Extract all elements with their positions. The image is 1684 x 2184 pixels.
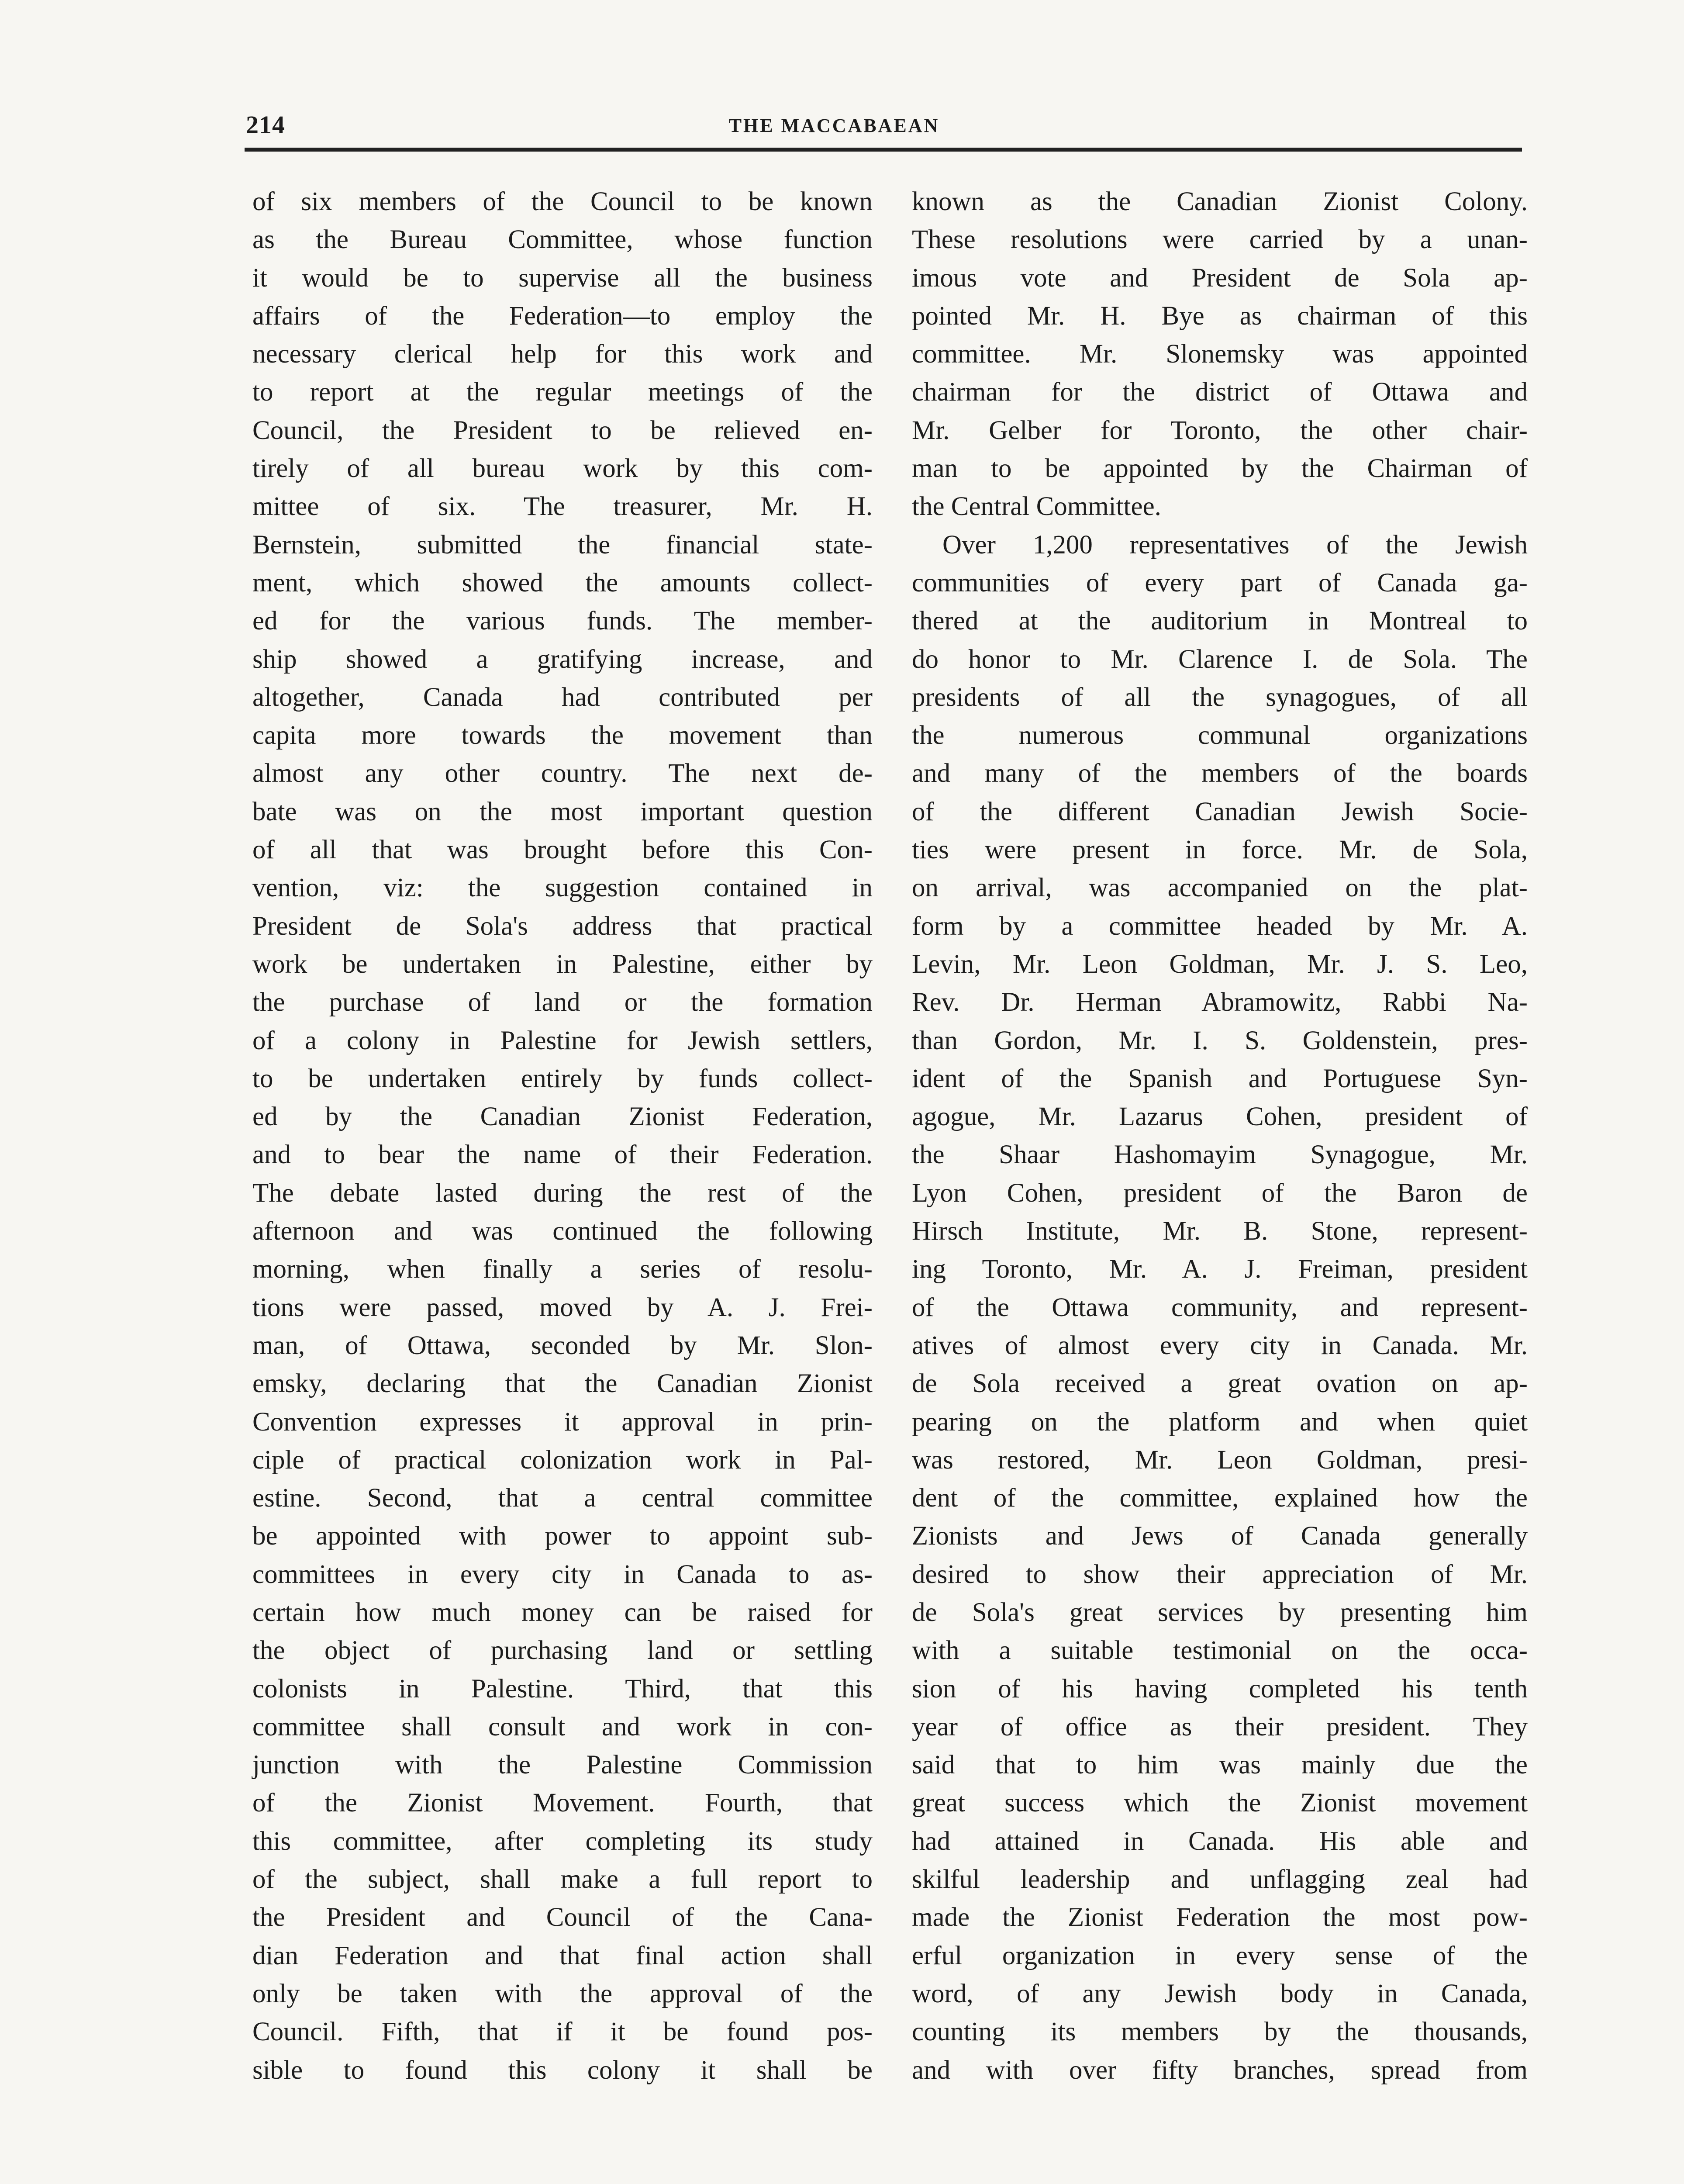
text-line: ment, which showed the amounts collect-: [252, 568, 873, 598]
text-line: work be undertaken in Palestine, either by: [252, 949, 873, 979]
text-line: the object of purchasing land or settling: [252, 1636, 873, 1666]
text-line: be appointed with power to appoint sub-: [252, 1521, 873, 1551]
text-line: skilful leadership and unflagging zeal had: [912, 1865, 1528, 1894]
text-line: great success which the Zionist movement: [912, 1788, 1528, 1818]
text-line: of the Zionist Movement. Fourth, that: [252, 1788, 873, 1818]
text-line: of six members of the Council to be known: [252, 187, 873, 216]
text-line: presidents of all the synagogues, of all: [912, 682, 1528, 712]
text-line: this committee, after completing its study: [252, 1826, 873, 1856]
text-line: ident of the Spanish and Portuguese Syn-: [912, 1064, 1528, 1093]
text-line: erful organization in every sense of the: [912, 1941, 1528, 1970]
text-line: atives of almost every city in Canada. Mr.: [912, 1330, 1528, 1360]
text-line: ties were present in force. Mr. de Sola,: [912, 835, 1528, 865]
text-line: the Central Committee.: [912, 492, 1161, 522]
text-line: of the different Canadian Jewish Socie-: [912, 797, 1528, 826]
text-line: Over 1,200 representatives of the Jewish: [942, 530, 1528, 560]
text-line: the President and Council of the Cana-: [252, 1903, 873, 1932]
text-line: The debate lasted during the rest of the: [252, 1178, 873, 1208]
text-line: tirely of all bureau work by this com-: [252, 454, 873, 484]
text-line: to be undertaken entirely by funds collect-: [252, 1064, 873, 1093]
left-column: [252, 183, 873, 2089]
text-line: affairs of the Federation—to employ the: [252, 301, 873, 331]
text-line: imous vote and President de Sola ap-: [912, 263, 1528, 293]
text-line: with a suitable testimonial on the occa-: [912, 1636, 1528, 1666]
text-line: was restored, Mr. Leon Goldman, presi-: [912, 1445, 1528, 1475]
text-line: known as the Canadian Zionist Colony.: [912, 187, 1528, 216]
text-line: the Shaar Hashomayim Synagogue, Mr.: [912, 1140, 1528, 1170]
text-line: Bernstein, submitted the financial state-: [252, 530, 873, 560]
running-head: THE MACCABAEAN: [728, 115, 940, 136]
text-line: and many of the members of the boards: [912, 759, 1528, 788]
text-line: only be taken with the approval of the: [252, 1979, 873, 2008]
text-line: morning, when finally a series of resolu-: [252, 1254, 873, 1284]
text-line: Zionists and Jews of Canada generally: [912, 1521, 1528, 1551]
text-line: de Sola received a great ovation on ap-: [912, 1369, 1528, 1399]
text-line: Council. Fifth, that if it be found pos-: [252, 2017, 873, 2047]
text-line: President de Sola's address that practical: [252, 911, 873, 941]
text-line: tions were passed, moved by A. J. Frei-: [252, 1292, 873, 1322]
text-line: pointed Mr. H. Bye as chairman of this: [912, 301, 1528, 331]
text-line: the numerous communal organizations: [912, 721, 1528, 750]
text-line: These resolutions were carried by a unan-: [912, 225, 1528, 255]
text-line: on arrival, was accompanied on the plat-: [912, 873, 1528, 903]
header-rule: [245, 148, 1522, 152]
text-line: afternoon and was continued the following: [252, 1216, 873, 1246]
text-line: communities of every part of Canada ga-: [912, 568, 1528, 598]
text-line: sion of his having completed his tenth: [912, 1674, 1528, 1704]
text-line: Rev. Dr. Herman Abramowitz, Rabbi Na-: [912, 988, 1528, 1017]
text-line: counting its members by the thousands,: [912, 2017, 1528, 2047]
text-line: estine. Second, that a central committee: [252, 1483, 873, 1513]
text-line: do honor to Mr. Clarence I. de Sola. The: [912, 644, 1528, 674]
text-line: ciple of practical colonization work in Pal-: [252, 1445, 873, 1475]
right-column: [912, 183, 1528, 2089]
text-line: than Gordon, Mr. I. S. Goldenstein, pres-: [912, 1026, 1528, 1055]
text-line: emsky, declaring that the Canadian Zionist: [252, 1369, 873, 1399]
text-line: altogether, Canada had contributed per: [252, 682, 873, 712]
text-line: almost any other country. The next de-: [252, 759, 873, 788]
text-line: made the Zionist Federation the most pow-: [912, 1903, 1528, 1932]
text-line: junction with the Palestine Commission: [252, 1750, 873, 1780]
text-line: ed by the Canadian Zionist Federation,: [252, 1102, 873, 1132]
text-line: Hirsch Institute, Mr. B. Stone, represent-: [912, 1216, 1528, 1246]
text-line: form by a committee headed by Mr. A.: [912, 911, 1528, 941]
text-line: Convention expresses it approval in prin-: [252, 1407, 873, 1437]
text-line: committee shall consult and work in con-: [252, 1712, 873, 1742]
text-line: of the subject, shall make a full report to: [252, 1865, 873, 1894]
text-line: Mr. Gelber for Toronto, the other chair-: [912, 415, 1528, 445]
text-line: of all that was brought before this Con-: [252, 835, 873, 865]
text-line: dian Federation and that final action shall: [252, 1941, 873, 1970]
text-line: of a colony in Palestine for Jewish settlers,: [252, 1026, 873, 1055]
text-line: necessary clerical help for this work and: [252, 339, 873, 369]
text-line: man to be appointed by the Chairman of: [912, 454, 1528, 484]
text-line: pearing on the platform and when quiet: [912, 1407, 1528, 1437]
text-line: and with over fifty branches, spread from: [912, 2055, 1528, 2085]
text-line: year of office as their president. They: [912, 1712, 1528, 1742]
text-line: and to bear the name of their Federation.: [252, 1140, 873, 1170]
text-line: man, of Ottawa, seconded by Mr. Slon-: [252, 1330, 873, 1360]
text-line: it would be to supervise all the business: [252, 263, 873, 293]
text-line: to report at the regular meetings of the: [252, 377, 873, 407]
text-line: Council, the President to be relieved en-: [252, 415, 873, 445]
text-line: thered at the auditorium in Montreal to: [912, 606, 1528, 636]
text-line: colonists in Palestine. Third, that this: [252, 1674, 873, 1704]
text-line: ing Toronto, Mr. A. J. Freiman, president: [912, 1254, 1528, 1284]
text-line: sible to found this colony it shall be: [252, 2055, 873, 2085]
text-line: vention, viz: the suggestion contained in: [252, 873, 873, 903]
text-line: bate was on the most important question: [252, 797, 873, 826]
text-line: dent of the committee, explained how the: [912, 1483, 1528, 1513]
text-line: the purchase of land or the formation: [252, 988, 873, 1017]
text-line: ship showed a gratifying increase, and: [252, 644, 873, 674]
text-line: certain how much money can be raised for: [252, 1597, 873, 1627]
text-line: of the Ottawa community, and represent-: [912, 1292, 1528, 1322]
page-number: 214: [246, 111, 285, 139]
text-line: de Sola's great services by presenting him: [912, 1597, 1528, 1627]
text-line: capita more towards the movement than: [252, 721, 873, 750]
text-line: agogue, Mr. Lazarus Cohen, president of: [912, 1102, 1528, 1132]
text-line: ed for the various funds. The member-: [252, 606, 873, 636]
text-line: said that to him was mainly due the: [912, 1750, 1528, 1780]
text-line: committee. Mr. Slonemsky was appointed: [912, 339, 1528, 369]
text-line: word, of any Jewish body in Canada,: [912, 1979, 1528, 2008]
text-line: as the Bureau Committee, whose function: [252, 225, 873, 255]
text-line: Levin, Mr. Leon Goldman, Mr. J. S. Leo,: [912, 949, 1528, 979]
text-line: Lyon Cohen, president of the Baron de: [912, 1178, 1528, 1208]
text-line: had attained in Canada. His able and: [912, 1826, 1528, 1856]
text-line: committees in every city in Canada to as-: [252, 1559, 873, 1589]
text-line: desired to show their appreciation of Mr.: [912, 1559, 1528, 1589]
text-line: chairman for the district of Ottawa and: [912, 377, 1528, 407]
text-line: mittee of six. The treasurer, Mr. H.: [252, 492, 873, 522]
